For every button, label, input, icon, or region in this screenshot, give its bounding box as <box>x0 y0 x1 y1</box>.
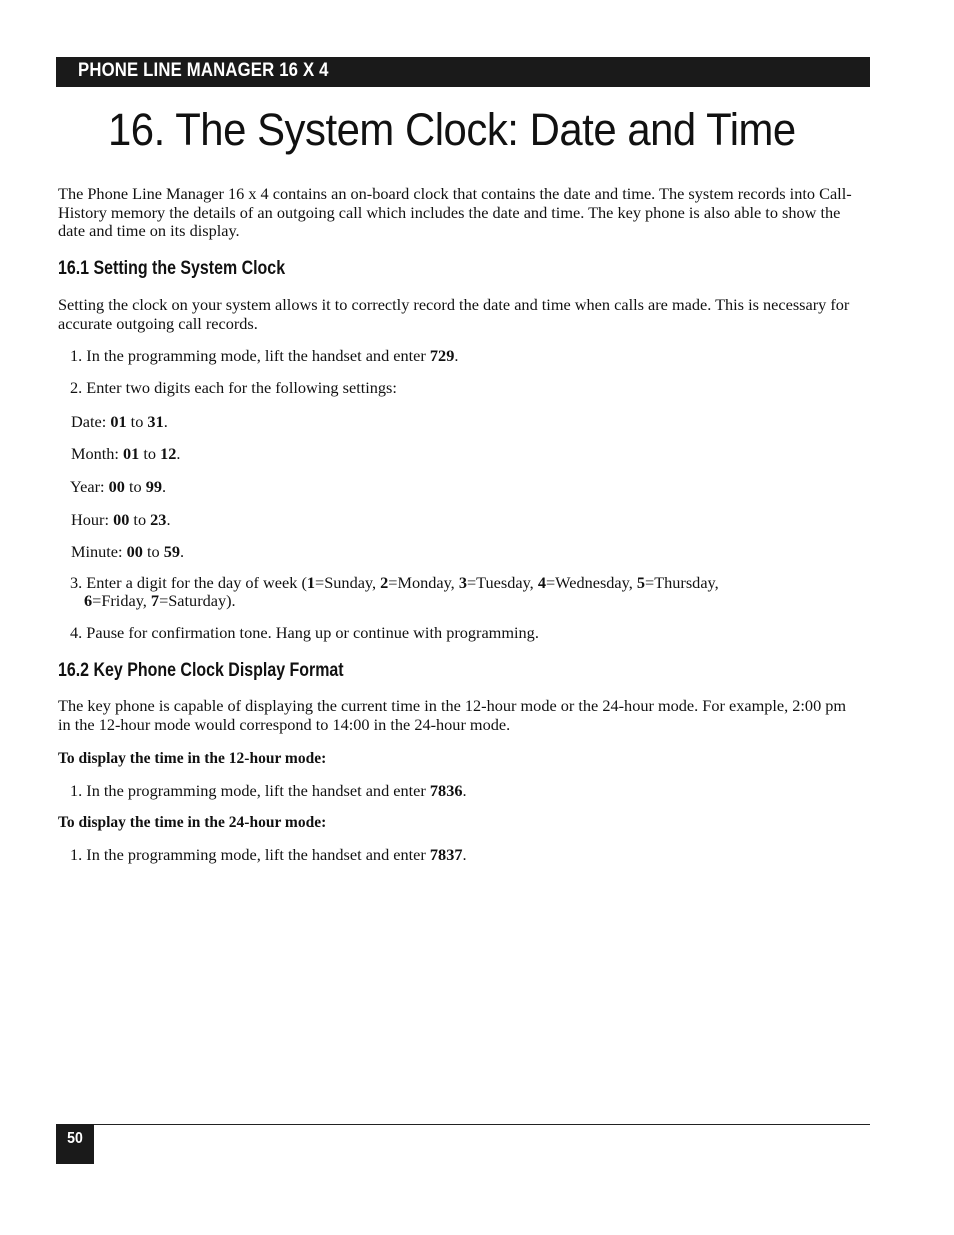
section-1-body: Setting the clock on your system allows it to correctly record the date and time when calls are made. This is necessary for accurate outgoing call records. <box>58 295 850 333</box>
mode-24-step: 1. In the programming mode, lift the handset and enter 7837. <box>70 845 467 864</box>
running-header <box>56 57 870 87</box>
mode-12-step: 1. In the programming mode, lift the handset and enter 7836. <box>70 781 467 800</box>
intro-paragraph: The Phone Line Manager 16 x 4 contains an on-board clock that contains the date and time. The system records into Call-History memory the details of an outgoing call which includes the date and time. The key phone is also able to show the date and time on its display. <box>58 184 852 240</box>
footer-rule <box>56 1124 870 1125</box>
setting-date: Date: 01 to 31. <box>71 412 168 431</box>
step-2: 2. Enter two digits each for the following settings: <box>70 378 397 397</box>
step-1: 1. In the programming mode, lift the handset and enter 729. <box>70 346 459 365</box>
mode-24-heading: To display the time in the 24-hour mode: <box>58 814 327 831</box>
setting-month: Month: 01 to 12. <box>71 444 181 463</box>
page-number: 50 <box>67 1130 83 1147</box>
step-3: 3. Enter a digit for the day of week (1=Sunday, 2=Monday, 3=Tuesday, 4=Wednesday, 5=Thursday, <box>70 573 719 592</box>
page-title: 16. The System Clock: Date and Time <box>108 104 796 155</box>
section-2-heading: 16.2 Key Phone Clock Display Format <box>58 660 344 681</box>
setting-minute: Minute: 00 to 59. <box>71 542 185 561</box>
page-number-box <box>56 1124 94 1164</box>
step-3-continued: 6=Friday, 7=Saturday). <box>84 591 236 610</box>
setting-year: Year: 00 to 99. <box>70 477 167 496</box>
running-header-title: PHONE LINE MANAGER 16 X 4 <box>78 60 329 81</box>
setting-hour: Hour: 00 to 23. <box>71 510 171 529</box>
mode-12-heading: To display the time in the 12-hour mode: <box>58 750 327 767</box>
section-2-body: The key phone is capable of displaying the current time in the 12-hour mode or the 24-hour mode. For example, 2:00 pm in the 12-hour mode would correspond to 14:00 in the 24-hour mode. <box>58 696 847 734</box>
step-4: 4. Pause for confirmation tone. Hang up or continue with programming. <box>70 623 539 642</box>
section-1-heading: 16.1 Setting the System Clock <box>58 258 286 279</box>
